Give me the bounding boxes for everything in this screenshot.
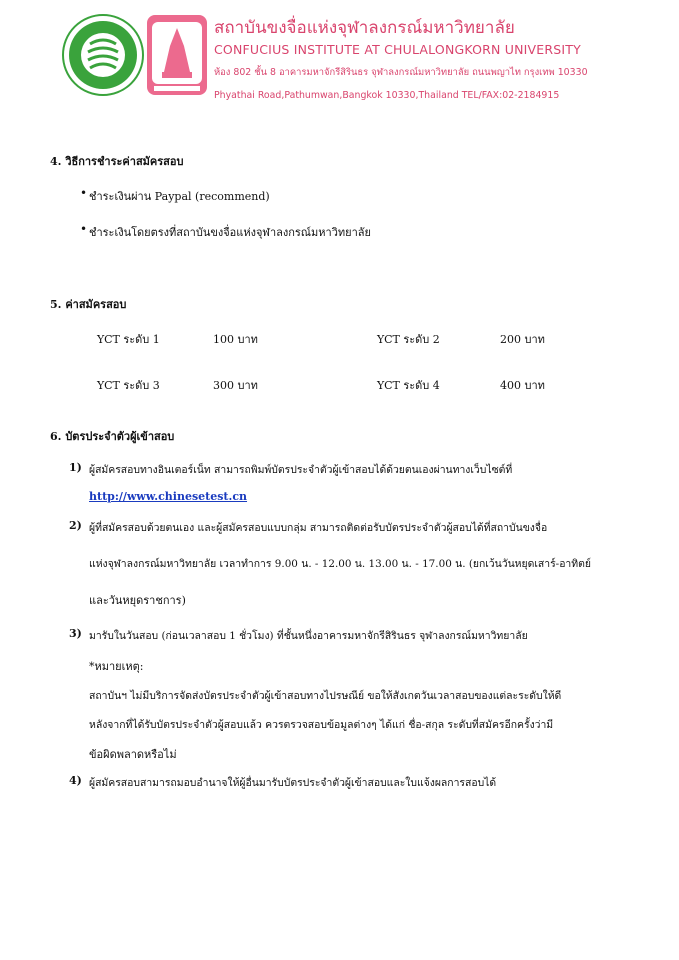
item-number: 1) — [69, 461, 82, 474]
item-number: 2) — [69, 519, 82, 532]
note-line-3: ข้อผิดพลาดหรือไม่ — [89, 748, 177, 761]
institute-english-name: CONFUCIUS INSTITUTE AT CHULALONGKORN UNIVERSITY — [214, 42, 581, 57]
item-2-line-2: แห่งจุฬาลงกรณ์มหาวิทยาลัย เวลาทำการ 9.00 น. - 12.00 น. 13.00 น. - 17.00 น. (ยกเว้นวันหยุดเสาร์-อาทิตย์ — [89, 558, 591, 570]
fee-level: YCT ระดับ 2 — [377, 333, 440, 346]
note-line-1: สถาบันฯ ไม่มีบริการจัดส่งบัตรประจำตัวผู้เข้าสอบทางไปรษณีย์ ขอให้สังเกตวันเวลาสอบของแต่ละระดับให้ดี — [89, 690, 562, 702]
section-6-heading: 6. บัตรประจำตัวผู้เข้าสอบ — [50, 430, 175, 443]
item-2-line-1: ผู้ที่สมัครสอบด้วยตนเอง และผู้สมัครสอบแบบกลุ่ม สามารถติดต่อรับบัตรประจำตัวผู้สอบได้ที่สถาบันขงจื่อ — [89, 522, 548, 534]
fee-level: YCT ระดับ 4 — [377, 379, 440, 392]
item-1-text: ผู้สมัครสอบทางอินเตอร์เน็ท สามารถพิมพ์บัตรประจำตัวผู้เข้าสอบได้ด้วยตนเองผ่านทางเว็บไซต์ที่ — [89, 464, 513, 476]
fee-level: YCT ระดับ 1 — [97, 333, 160, 346]
item-3-text: มารับในวันสอบ (ก่อนเวลาสอบ 1 ชั่วโมง) ที่ชั้นหนึ่งอาคารมหาจักรีสิรินธร จุฬาลงกรณ์มหาวิทยาลัย — [89, 630, 528, 642]
payment-option-2: ชำระเงินโดยตรงที่สถาบันขงจื่อแห่งจุฬาลงกรณ์มหาวิทยาลัย — [89, 226, 371, 239]
note-label: *หมายเหตุ: — [89, 660, 144, 673]
section-5-heading: 5. ค่าสมัครสอบ — [50, 298, 127, 311]
fee-level: YCT ระดับ 3 — [97, 379, 160, 392]
fee-price: 100 บาท — [213, 333, 258, 346]
item-number: 4) — [69, 774, 82, 787]
item-number: 3) — [69, 627, 82, 640]
chulalongkorn-university-logo-icon — [146, 14, 208, 96]
institute-thai-name: สถาบันขงจื่อแห่งจุฬาลงกรณ์มหาวิทยาลัย — [214, 18, 515, 38]
confucius-institute-logo-icon — [62, 14, 144, 96]
bullet-icon: • — [80, 186, 88, 200]
address-english: Phyathai Road,Pathumwan,Bangkok 10330,Thailand TEL/FAX:02-2184915 — [214, 90, 560, 101]
chinesetest-link[interactable]: http://www.chinesetest.cn — [89, 490, 248, 503]
payment-option-1: ชำระเงินผ่าน Paypal (recommend) — [89, 190, 270, 203]
fee-price: 200 บาท — [500, 333, 545, 346]
item-4-text: ผู้สมัครสอบสามารถมอบอำนาจให้ผู้อื่นมารับบัตรประจำตัวผู้เข้าสอบและใบแจ้งผลการสอบได้ — [89, 777, 497, 789]
fee-price: 300 บาท — [213, 379, 258, 392]
item-2-line-3: และวันหยุดราชการ) — [89, 594, 186, 607]
address-thai: ห้อง 802 ชั้น 8 อาคารมหาจักรีสิรินธร จุฬาลงกรณ์มหาวิทยาลัย ถนนพญาไท กรุงเทพ 10330 — [214, 67, 588, 78]
note-line-2: หลังจากที่ได้รับบัตรประจำตัวผู้สอบแล้ว ควรตรวจสอบข้อมูลต่างๆ ได้แก่ ชื่อ-สกุล ระดับที่สมัครอีกครั้งว่ามี — [89, 719, 554, 731]
bullet-icon: • — [80, 222, 88, 236]
fee-price: 400 บาท — [500, 379, 545, 392]
section-4-heading: 4. วิธีการชำระค่าสมัครสอบ — [50, 155, 184, 168]
letterhead — [0, 0, 679, 120]
